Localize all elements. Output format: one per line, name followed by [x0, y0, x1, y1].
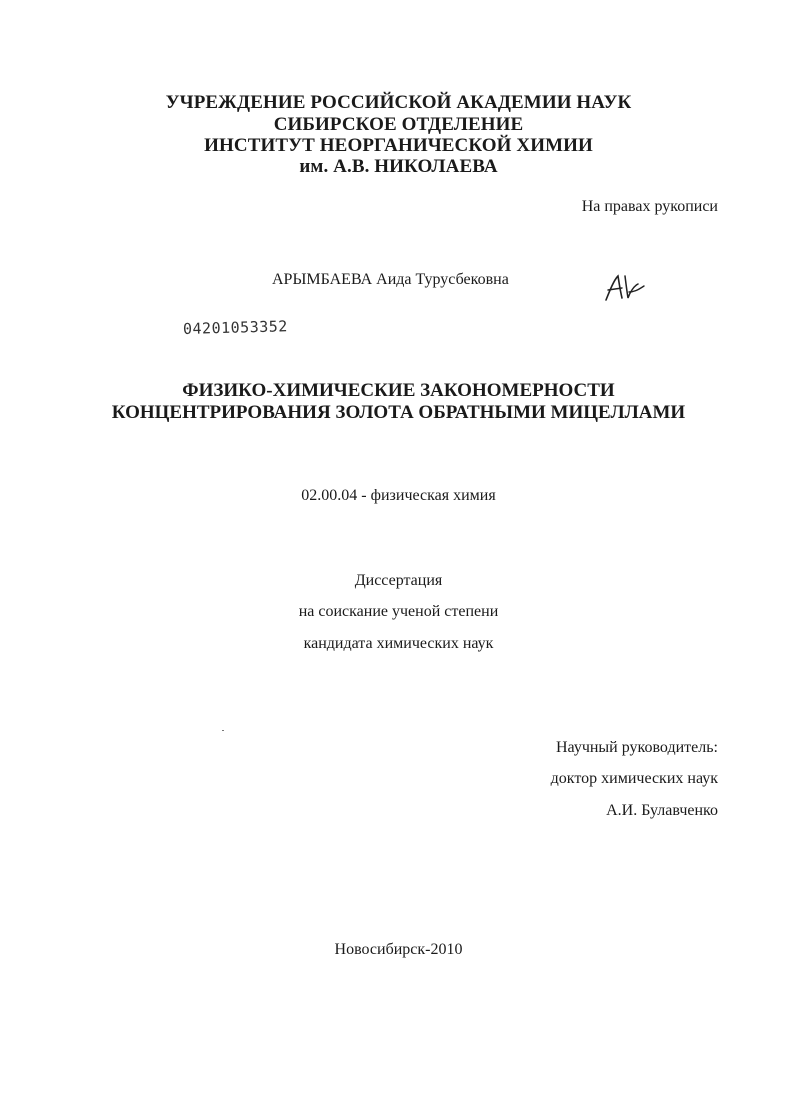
- supervisor-name: А.И. Булавченко: [606, 802, 718, 819]
- institution-line-2: СИБИРСКОЕ ОТДЕЛЕНИЕ: [273, 114, 524, 135]
- supervisor-label: Научный руководитель:: [555, 739, 718, 756]
- scan-speck: [222, 730, 224, 731]
- institution-line-3: ИНСТИТУТ НЕОРГАНИЧЕСКОЙ ХИМИИ: [204, 135, 593, 156]
- stamp-number: 04201053352: [182, 317, 289, 338]
- manuscript-note: На правах рукописи: [581, 198, 718, 215]
- institution-line-4: им. А.В. НИКОЛАЕВА: [299, 156, 498, 177]
- supervisor-degree: доктор химических наук: [550, 770, 718, 787]
- degree-line-3: кандидата химических наук: [303, 635, 494, 652]
- degree-line-2: на соискание ученой степени: [298, 603, 499, 620]
- specialty: 02.00.04 - физическая химия: [301, 487, 496, 504]
- institution-line-1: УЧРЕЖДЕНИЕ РОССИЙСКОЙ АКАДЕМИИ НАУК: [165, 92, 632, 113]
- city-year: Новосибирск-2010: [334, 941, 463, 958]
- degree-line-1: Диссертация: [354, 572, 443, 589]
- title-line-2: КОНЦЕНТРИРОВАНИЯ ЗОЛОТА ОБРАТНЫМИ МИЦЕЛЛАМИ: [111, 402, 686, 423]
- title-line-1: ФИЗИКО-ХИМИЧЕСКИЕ ЗАКОНОМЕРНОСТИ: [182, 380, 615, 401]
- author-name: АРЫМБАЕВА Аида Турусбековна: [272, 271, 509, 288]
- author-signature: [598, 270, 648, 306]
